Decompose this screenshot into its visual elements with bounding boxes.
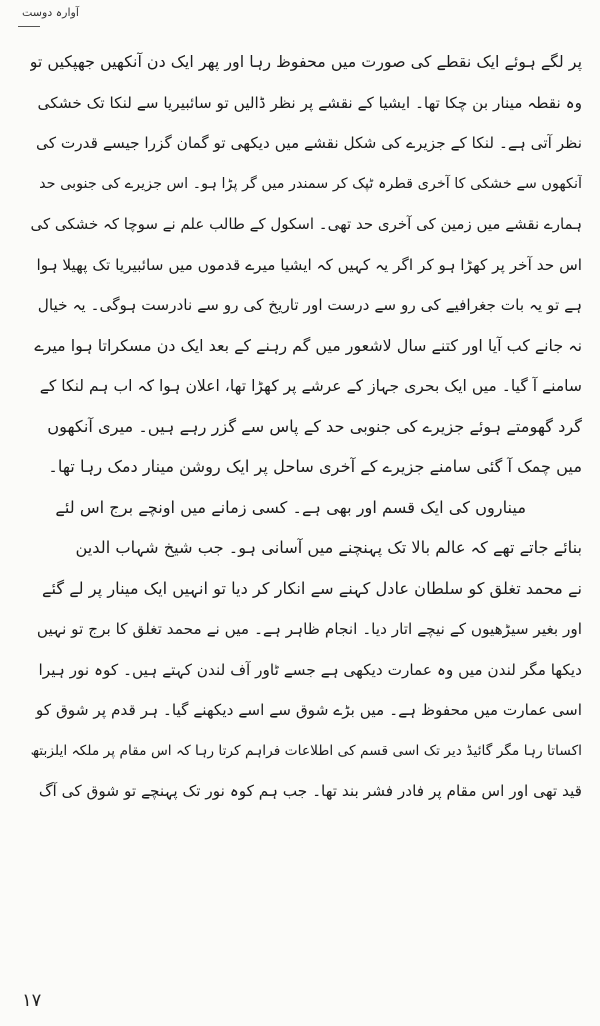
- page-number: ۱۷: [22, 990, 42, 1011]
- text-line: نہ جانے کب آیا اور کتنے سال لاشعور میں گم رہنے کے بعد ایک دن مسکراتا ہوا میرے: [34, 335, 582, 355]
- text-line: اور بغیر سیڑھیوں کے نیچے اتار دیا۔ انجام ظاہر ہے۔ میں نے محمد تغلق کا برج تو نہیں: [36, 620, 582, 638]
- text-line: وہ نقطہ مینار بن چکا تھا۔ ایشیا کے نقشے پر نظر ڈالیں تو سائبیریا سے لنکا تک خشکی: [37, 93, 582, 112]
- header-rule: [18, 26, 40, 27]
- text-line: آنکھوں سے خشکی کا آخری قطرہ ٹپک کر سمندر میں گر پڑا ہو۔ اس جزیرے کی جنوبی حد: [39, 175, 582, 192]
- body-text: [30, 42, 582, 990]
- text-line: میناروں کی ایک قسم اور بھی ہے۔ کسی زمانے میں اونچے برج اس لئے: [55, 497, 526, 517]
- text-line: ہے تو یہ بات جغرافیے کی رو سے درست اور تاریخ کی رو سے نادرست ہوگی۔ یہ خیال: [37, 296, 582, 314]
- text-line: اس حد آخر پر کھڑا ہو کر اگر یہ کہیں کہ ایشیا میرے قدموں میں سائبیریا تک پھیلا ہوا: [36, 255, 582, 274]
- text-line: دیکھا مگر لندن میں وہ عمارت دیکھی ہے جسے ٹاور آف لندن کہتے ہیں۔ کوہ نور ہیرا: [38, 660, 582, 679]
- text-line: نظر آتی ہے۔ لنکا کے جزیرے کی شکل نقشے میں دیکھی تو گمان گزرا جیسے قدرت کی: [35, 134, 582, 152]
- text-line: ہمارے نقشے میں زمین کی آخری حد تھی۔ اسکول کے طالب علم نے سوچا کہ خشکی کی: [30, 215, 582, 233]
- text-line: اکساتا رہا مگر گائیڈ دیر تک اسی قسم کی اطلاعات فراہم کرتا رہا کہ اس مقام پر ملکہ ایلزبتھ: [30, 742, 582, 759]
- running-header: آوارہ دوست: [22, 6, 79, 19]
- text-line: پر لگے ہوئے ایک نقطے کی صورت میں محفوظ رہا اور پھر ایک دن آنکھیں جھپکیں تو: [30, 52, 582, 71]
- text-line: اسی عمارت میں محفوظ ہے۔ میں بڑے شوق سے اسے دیکھنے گیا۔ ہر قدم پر شوق کو: [35, 701, 582, 719]
- text-line: میں چمک آ گئی سامنے جزیرے کے آخری ساحل پر ایک روشن مینار دمک رہا تھا۔: [48, 457, 582, 476]
- text-line: سامنے آ گیا۔ میں ایک بحری جہاز کے عرشے پر کھڑا تھا، اعلان ہوا کہ اب ہم لنکا کے: [39, 377, 582, 395]
- text-line: بنائے جاتے تھے کہ عالم بالا تک پہنچنے میں آسانی ہو۔ جب شیخ شہاب الدین: [75, 538, 582, 557]
- text-line: قید تھی اور اس مقام پر فادر فشر بند تھا۔ جب ہم کوہ نور تک پہنچے تو شوق کی آگ: [38, 782, 582, 800]
- text-line: گرد گھومتے ہوئے جزیرے کی جنوبی حد کے پاس سے گزر رہے ہیں۔ میری آنکھوں: [47, 416, 582, 436]
- text-line: نے محمد تغلق کو سلطان عادل کہنے سے انکار کر دیا تو انہیں ایک مینار پر لے گئے: [41, 578, 582, 598]
